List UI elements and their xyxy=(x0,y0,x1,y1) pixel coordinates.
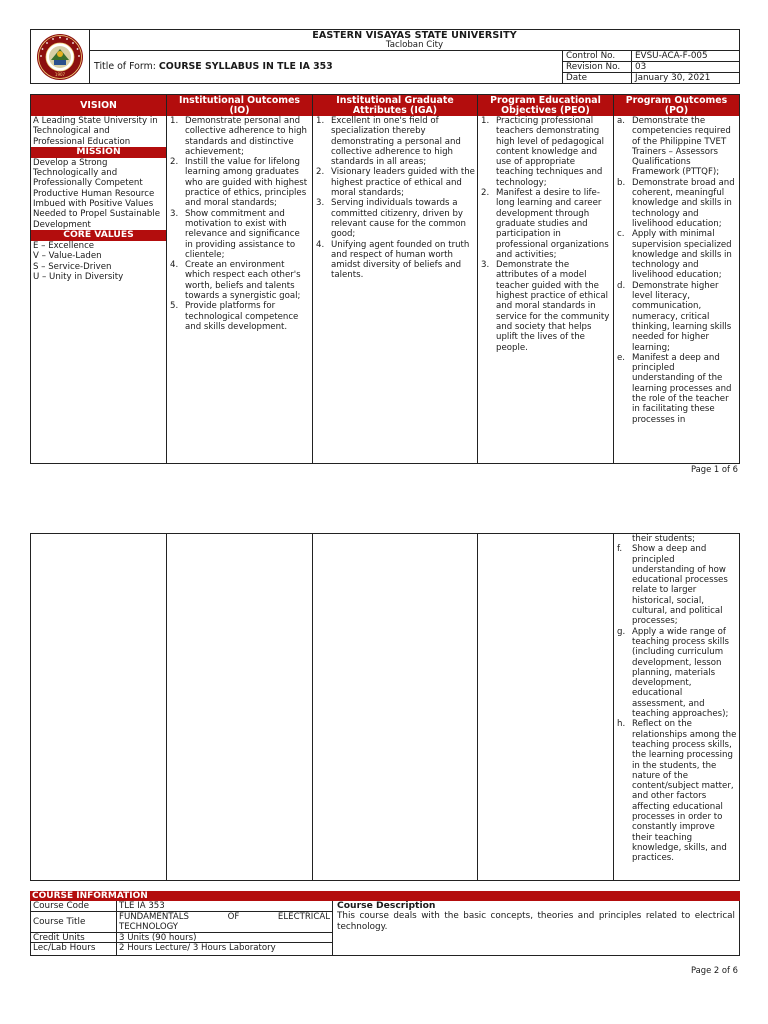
form-header xyxy=(30,29,740,84)
course-info-header: COURSE INFORMATION xyxy=(30,891,740,901)
list-item: e. Manifest a deep and principled understanding of the learning processes and the role of the teacher in facilitating these processes in xyxy=(617,352,732,425)
list-item: 2. Manifest a desire to life-long learning and career development through graduate studies and participation in professional organizations and activities; xyxy=(481,188,609,260)
iga-column xyxy=(313,534,478,880)
control-info xyxy=(563,51,739,83)
list-item: 1. Excellent in one's field of specialization thereby demonstrating a personal and collective adherence to high standards in all areas; xyxy=(316,116,461,168)
vision-column xyxy=(31,534,167,880)
iga-list xyxy=(313,116,477,281)
list-item: 4. Create an environment which respect each other's worth, beliefs and talents towards a synergistic goal; xyxy=(170,260,301,302)
io-column xyxy=(167,534,313,880)
list-item: 2. Instill the value for lifelong learning among graduates who are guided with highest practice of ethics, principles and moral standards; xyxy=(170,157,308,209)
mission-text: Develop a Strong Technologically and Professionally Competent Productive Human Resource Imbued with Positive Values Needed to Propel Sustainable Development xyxy=(33,157,161,230)
peo-column xyxy=(478,95,614,463)
outcomes-table-page2 xyxy=(30,533,740,881)
iga-header: Institutional Graduate Attributes (IGA) xyxy=(313,95,477,116)
list-item: g. Apply a wide range of teaching process skills (including curriculum development, lesson planning, materials development, educational assessment, and teaching approaches); xyxy=(617,626,729,720)
control-value: EVSU-ACA-F-005 xyxy=(635,51,708,61)
po-list xyxy=(614,544,739,863)
po-continuation: their students; xyxy=(632,534,695,544)
control-value: 03 xyxy=(635,62,647,72)
university-heading xyxy=(90,30,739,51)
field-label: Credit Units xyxy=(31,933,117,942)
course-info-table xyxy=(30,901,740,956)
list-item: 3. Show commitment and motivation to exist with relevance and significance in providing assistance to clientele; xyxy=(170,208,300,260)
university-seal-icon xyxy=(36,33,84,81)
vision-text: A Leading State University in Technological and Professional Education xyxy=(33,116,158,147)
form-title xyxy=(90,51,563,83)
list-item: d. Demonstrate higher level literacy, communication, numeracy, critical thinking, learning skills needed for higher learning; xyxy=(617,280,732,353)
page-number: Page 2 of 6 xyxy=(691,965,738,975)
control-key: Control No. xyxy=(563,51,632,61)
peo-column xyxy=(478,534,614,880)
po-column xyxy=(614,534,739,880)
core-value-item: V – Value-Laden xyxy=(33,251,102,262)
page-number: Page 1 of 6 xyxy=(691,464,738,474)
course-description xyxy=(334,901,739,955)
course-title-row xyxy=(31,912,332,933)
course-info-fields xyxy=(31,901,333,955)
form-title-value: COURSE SYLLABUS IN TLE IA 353 xyxy=(158,60,333,72)
field-value: 2 Hours Lecture/ 3 Hours Laboratory xyxy=(119,943,276,953)
control-row xyxy=(563,51,739,62)
credit-units-row xyxy=(31,933,332,943)
list-item: c. Apply with minimal supervision specialized knowledge and skills in technology and livelihood education; xyxy=(617,229,732,281)
list-item: a. Demonstrate the competencies required of the Philippine TVET Trainers – Assessors Qualifications Framework (PTTQF); xyxy=(617,116,731,178)
po-list xyxy=(614,116,739,425)
form-title-label: Title of Form: xyxy=(94,60,156,72)
course-description-label: Course Description xyxy=(337,900,436,911)
io-column xyxy=(167,95,313,463)
lec-lab-hours-row xyxy=(31,943,332,955)
outcomes-table-page1 xyxy=(30,94,740,464)
field-label: Course Title xyxy=(31,912,117,932)
field-label: Lec/Lab Hours xyxy=(31,943,117,955)
peo-header: Program Educational Objectives (PEO) xyxy=(478,95,613,116)
list-item: f. Show a deep and principled understanding of how educational processes relate to larger historical, social, cultural, and political processes; xyxy=(617,544,728,627)
list-item: 1. Demonstrate personal and collective adherence to high standards and distinctive achievement; xyxy=(170,116,308,157)
core-value-item: U – Unity in Diversity xyxy=(33,271,124,282)
list-item: 2. Visionary leaders guided with the highest practice of ethical and moral standards; xyxy=(316,167,475,199)
field-value: 3 Units (90 hours) xyxy=(119,933,197,943)
list-item: 5. Provide platforms for technological competence and skills development. xyxy=(170,301,299,332)
po-header: Program Outcomes (PO) xyxy=(614,95,739,116)
core-value-item: S – Service-Driven xyxy=(33,261,112,272)
university-city: Tacloban City xyxy=(385,40,444,50)
field-value: TLE IA 353 xyxy=(119,901,165,911)
peo-list xyxy=(478,116,613,353)
list-item: 3. Demonstrate the attributes of a model teacher guided with the highest practice of ethical and moral standards in service for the community and society that helps uplift the lives of the people. xyxy=(481,260,610,353)
control-value: January 30, 2021 xyxy=(635,73,711,83)
control-key: Revision No. xyxy=(563,62,632,72)
io-list xyxy=(167,116,312,332)
vision-column xyxy=(31,95,167,463)
list-item: b. Demonstrate broad and coherent, meaningful knowledge and skills in technology and livelihood education; xyxy=(617,177,735,229)
mission-header: MISSION xyxy=(31,147,166,158)
list-item: 3. Serving individuals towards a committed citizenry, driven by relevant cause for the common good; xyxy=(316,198,466,240)
course-code-row xyxy=(31,901,332,912)
po-column xyxy=(614,95,739,463)
control-key: Date xyxy=(563,73,632,84)
logo-cell xyxy=(31,30,90,83)
list-item: h. Reflect on the relationships among the teaching process skills, the learning processing in the students, the nature of the content/subject matter, and other factors affecting educational processes in order to constantly improve their teaching knowledge, skills, and practices. xyxy=(617,719,737,864)
field-label: Course Code xyxy=(31,901,117,911)
university-name: EASTERN VISAYAS STATE UNIVERSITY xyxy=(312,30,517,41)
list-item: 4. Unifying agent founded on truth and respect of human worth amidst diversity of beliefs and talents. xyxy=(316,239,470,281)
control-row xyxy=(563,62,739,73)
control-row xyxy=(563,73,739,84)
core-values-header: CORE VALUES xyxy=(31,230,166,241)
io-header: Institutional Outcomes (IO) xyxy=(167,95,312,116)
vision-header: VISION xyxy=(31,95,166,116)
list-item: 1. Practicing professional teachers demonstrating high level of pedagogical content knowledge and use of appropriate teaching techniques and technology; xyxy=(481,116,605,188)
iga-column xyxy=(313,95,478,463)
course-description-text: This course deals with the basic concepts, theories and principles related to electrical technology. xyxy=(337,911,735,932)
field-value: FUNDAMENTALS OF ELECTRICAL TECHNOLOGY xyxy=(119,912,330,932)
core-value-item: E – Excellence xyxy=(33,240,95,251)
svg-text:1907: 1907 xyxy=(54,71,66,77)
